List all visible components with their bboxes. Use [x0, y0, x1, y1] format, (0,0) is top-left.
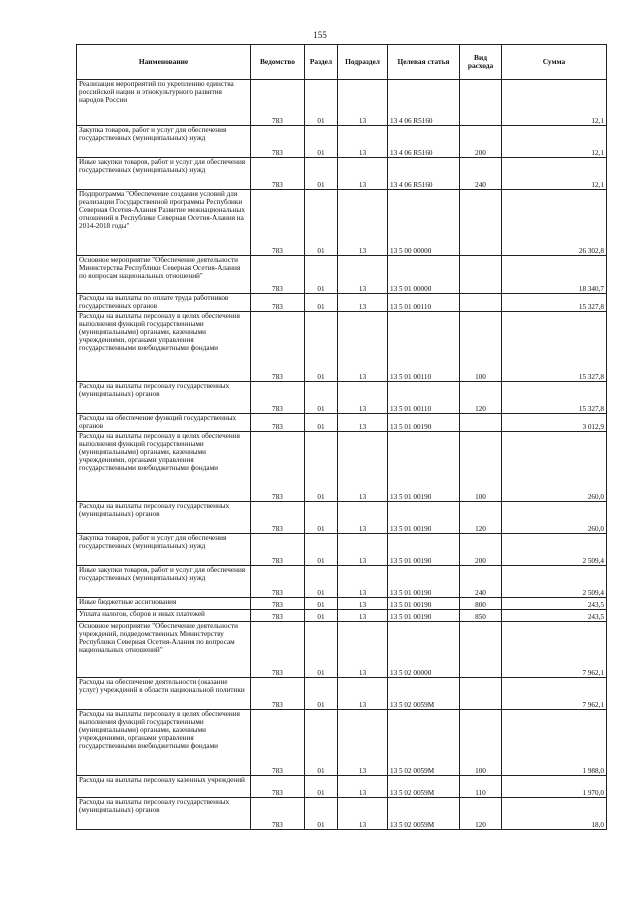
row-statya: 13 4 06 R5160: [388, 80, 460, 126]
row-razdel: 01: [305, 710, 338, 776]
row-name: Уплата налогов, сборов и иных платежей: [77, 610, 251, 622]
row-name: Закупка товаров, работ и услуг для обеспечения государственных (муниципальных) нужд: [77, 534, 251, 566]
row-statya: 13 5 01 00110: [388, 312, 460, 382]
row-summa: 12,1: [502, 80, 607, 126]
row-vid: 800: [460, 598, 502, 610]
row-statya: 13 5 01 00000: [388, 256, 460, 294]
row-podrazdel: 13: [338, 414, 388, 432]
row-podrazdel: 13: [338, 80, 388, 126]
row-vedomstvo: 783: [251, 776, 305, 798]
table-header-row: [77, 45, 607, 80]
row-vid: 120: [460, 502, 502, 534]
row-vid: 200: [460, 534, 502, 566]
row-podrazdel: 13: [338, 432, 388, 502]
table-row: [77, 598, 607, 610]
row-razdel: 01: [305, 776, 338, 798]
header-name: Наименование: [77, 45, 251, 80]
row-razdel: 01: [305, 432, 338, 502]
row-podrazdel: 13: [338, 190, 388, 256]
row-summa: 7 962,1: [502, 678, 607, 710]
table-row: [77, 294, 607, 312]
row-razdel: 01: [305, 158, 338, 190]
row-name: Иные бюджетные ассигнования: [77, 598, 251, 610]
row-vid: 100: [460, 312, 502, 382]
row-vedomstvo: 783: [251, 678, 305, 710]
row-vid: [460, 294, 502, 312]
row-summa: 15 327,8: [502, 294, 607, 312]
row-vedomstvo: 783: [251, 598, 305, 610]
row-vedomstvo: 783: [251, 798, 305, 830]
row-summa: 26 302,8: [502, 190, 607, 256]
row-vid: 120: [460, 382, 502, 414]
row-name: Расходы на выплаты персоналу государственных (муниципальных) органов: [77, 502, 251, 534]
table-row: [77, 432, 607, 502]
table-row: [77, 566, 607, 598]
row-podrazdel: 13: [338, 678, 388, 710]
row-razdel: 01: [305, 598, 338, 610]
row-summa: 15 327,8: [502, 312, 607, 382]
row-podrazdel: 13: [338, 312, 388, 382]
row-name: Расходы на выплаты персоналу в целях обеспечения выполнения функций государственными (муниципальными) органами, казенными учреждениями, органами управления государственными внебюджетными фондами: [77, 710, 251, 776]
row-summa: 1 988,0: [502, 710, 607, 776]
row-statya: 13 5 02 0059М: [388, 710, 460, 776]
row-razdel: 01: [305, 798, 338, 830]
table-row: [77, 382, 607, 414]
table-body: [77, 80, 607, 830]
row-vedomstvo: 783: [251, 382, 305, 414]
row-statya: 13 4 06 R5160: [388, 126, 460, 158]
row-vedomstvo: 783: [251, 80, 305, 126]
row-statya: 13 5 01 00190: [388, 502, 460, 534]
row-razdel: 01: [305, 312, 338, 382]
row-razdel: 01: [305, 610, 338, 622]
table-row: [77, 622, 607, 678]
row-vid: 110: [460, 776, 502, 798]
row-statya: 13 5 02 0059М: [388, 678, 460, 710]
table-row: [77, 158, 607, 190]
row-name: Расходы на выплаты персоналу казенных учреждений: [77, 776, 251, 798]
row-vedomstvo: 783: [251, 502, 305, 534]
table-row: [77, 312, 607, 382]
row-summa: 243,5: [502, 610, 607, 622]
row-podrazdel: 13: [338, 566, 388, 598]
row-razdel: 01: [305, 190, 338, 256]
row-podrazdel: 13: [338, 158, 388, 190]
row-summa: 2 509,4: [502, 566, 607, 598]
row-vedomstvo: 783: [251, 622, 305, 678]
table-row: [77, 610, 607, 622]
row-summa: 15 327,8: [502, 382, 607, 414]
row-vid: 850: [460, 610, 502, 622]
header-statya: Целевая статья: [388, 45, 460, 80]
row-razdel: 01: [305, 502, 338, 534]
row-razdel: 01: [305, 80, 338, 126]
row-name: Расходы на выплаты персоналу в целях обеспечения выполнения функций государственными (муниципальными) органами, казенными учреждениями, органами управления государственными внебюджетными фондами: [77, 312, 251, 382]
row-razdel: 01: [305, 256, 338, 294]
row-summa: 18,0: [502, 798, 607, 830]
row-podrazdel: 13: [338, 126, 388, 158]
row-name: Расходы на обеспечение деятельности (оказание услуг) учреждений в области национальной политики: [77, 678, 251, 710]
row-vid: [460, 678, 502, 710]
row-podrazdel: 13: [338, 610, 388, 622]
row-name: Иные закупки товаров, работ и услуг для обеспечения государственных (муниципальных) нужд: [77, 566, 251, 598]
row-podrazdel: 13: [338, 502, 388, 534]
row-podrazdel: 13: [338, 256, 388, 294]
row-razdel: 01: [305, 534, 338, 566]
header-vid: Вид расхода: [460, 45, 502, 80]
row-vedomstvo: 783: [251, 158, 305, 190]
row-statya: 13 5 01 00190: [388, 610, 460, 622]
header-podrazdel: Подраздел: [338, 45, 388, 80]
row-name: Расходы на выплаты по оплате труда работников государственных органов: [77, 294, 251, 312]
row-statya: 13 4 06 R5160: [388, 158, 460, 190]
row-vedomstvo: 783: [251, 190, 305, 256]
row-vid: [460, 414, 502, 432]
row-razdel: 01: [305, 622, 338, 678]
row-name: Расходы на выплаты персоналу в целях обеспечения выполнения функций государственными (муниципальными) органами, казенными учреждениями, органами управления государственными внебюджетными фондами: [77, 432, 251, 502]
row-podrazdel: 13: [338, 776, 388, 798]
table-row: [77, 534, 607, 566]
row-statya: 13 5 02 0059М: [388, 776, 460, 798]
row-statya: 13 5 00 00000: [388, 190, 460, 256]
row-name: Расходы на выплаты персоналу государственных (муниципальных) органов: [77, 798, 251, 830]
row-podrazdel: 13: [338, 382, 388, 414]
row-name: Реализация мероприятий по укреплению единства российской нации и этнокультурного развития народов России: [77, 80, 251, 126]
row-vid: [460, 190, 502, 256]
row-statya: 13 5 01 00190: [388, 566, 460, 598]
table-row: [77, 414, 607, 432]
row-podrazdel: 13: [338, 294, 388, 312]
row-vedomstvo: 783: [251, 294, 305, 312]
row-summa: 260,0: [502, 502, 607, 534]
row-razdel: 01: [305, 414, 338, 432]
table-row: [77, 710, 607, 776]
row-statya: 13 5 01 00190: [388, 414, 460, 432]
row-vid: 100: [460, 710, 502, 776]
row-summa: 18 340,7: [502, 256, 607, 294]
row-summa: 12,1: [502, 158, 607, 190]
row-summa: 12,1: [502, 126, 607, 158]
row-vedomstvo: 783: [251, 312, 305, 382]
row-vedomstvo: 783: [251, 256, 305, 294]
table-row: [77, 80, 607, 126]
row-summa: 3 012,9: [502, 414, 607, 432]
row-statya: 13 5 02 00000: [388, 622, 460, 678]
row-vid: 240: [460, 566, 502, 598]
row-summa: 260,0: [502, 432, 607, 502]
row-vid: 100: [460, 432, 502, 502]
row-name: Основное мероприятие "Обеспечение деятельности учреждений, подведомственных Министерству Республики Северная Осетия-Алания по вопросам национальных отношений": [77, 622, 251, 678]
row-name: Закупка товаров, работ и услуг для обеспечения государственных (муниципальных) нужд: [77, 126, 251, 158]
row-vid: [460, 622, 502, 678]
row-vedomstvo: 783: [251, 534, 305, 566]
header-razdel: Раздел: [305, 45, 338, 80]
table-row: [77, 502, 607, 534]
row-razdel: 01: [305, 126, 338, 158]
row-summa: 2 509,4: [502, 534, 607, 566]
row-vedomstvo: 783: [251, 610, 305, 622]
row-podrazdel: 13: [338, 598, 388, 610]
table-row: [77, 190, 607, 256]
row-statya: 13 5 01 00110: [388, 382, 460, 414]
row-razdel: 01: [305, 566, 338, 598]
row-name: Иные закупки товаров, работ и услуг для обеспечения государственных (муниципальных) нужд: [77, 158, 251, 190]
table-row: [77, 776, 607, 798]
row-name: Подпрограмма "Обеспечение создания условий для реализации Государственной программы Республики Северная Осетия-Алания Развитие межнациональных отношений в Республике Северная Осетия-Алания на 2014-2018 годы": [77, 190, 251, 256]
row-vid: 120: [460, 798, 502, 830]
row-podrazdel: 13: [338, 534, 388, 566]
row-name: Основное мероприятие "Обеспечение деятельности Министерства Республики Северная Осетия-Алания по вопросам национальных отношений": [77, 256, 251, 294]
row-statya: 13 5 02 0059М: [388, 798, 460, 830]
row-vedomstvo: 783: [251, 710, 305, 776]
row-razdel: 01: [305, 294, 338, 312]
header-summa: Сумма: [502, 45, 607, 80]
row-statya: 13 5 01 00190: [388, 598, 460, 610]
page-number: 155: [313, 30, 327, 40]
row-vid: [460, 256, 502, 294]
row-summa: 1 970,0: [502, 776, 607, 798]
row-statya: 13 5 01 00190: [388, 534, 460, 566]
budget-table: [76, 44, 607, 830]
table-row: [77, 798, 607, 830]
row-podrazdel: 13: [338, 798, 388, 830]
table-row: [77, 126, 607, 158]
row-name: Расходы на выплаты персоналу государственных (муниципальных) органов: [77, 382, 251, 414]
table-row: [77, 678, 607, 710]
row-vedomstvo: 783: [251, 126, 305, 158]
row-summa: 7 962,1: [502, 622, 607, 678]
row-vedomstvo: 783: [251, 432, 305, 502]
row-statya: 13 5 01 00110: [388, 294, 460, 312]
row-vid: 200: [460, 126, 502, 158]
header-vedomstvo: Ведомство: [251, 45, 305, 80]
row-summa: 243,5: [502, 598, 607, 610]
row-vedomstvo: 783: [251, 414, 305, 432]
table-row: [77, 256, 607, 294]
row-podrazdel: 13: [338, 622, 388, 678]
row-razdel: 01: [305, 382, 338, 414]
row-podrazdel: 13: [338, 710, 388, 776]
row-vid: 240: [460, 158, 502, 190]
row-vedomstvo: 783: [251, 566, 305, 598]
row-name: Расходы на обеспечение функций государственных органов: [77, 414, 251, 432]
row-vid: [460, 80, 502, 126]
row-statya: 13 5 01 00190: [388, 432, 460, 502]
row-razdel: 01: [305, 678, 338, 710]
